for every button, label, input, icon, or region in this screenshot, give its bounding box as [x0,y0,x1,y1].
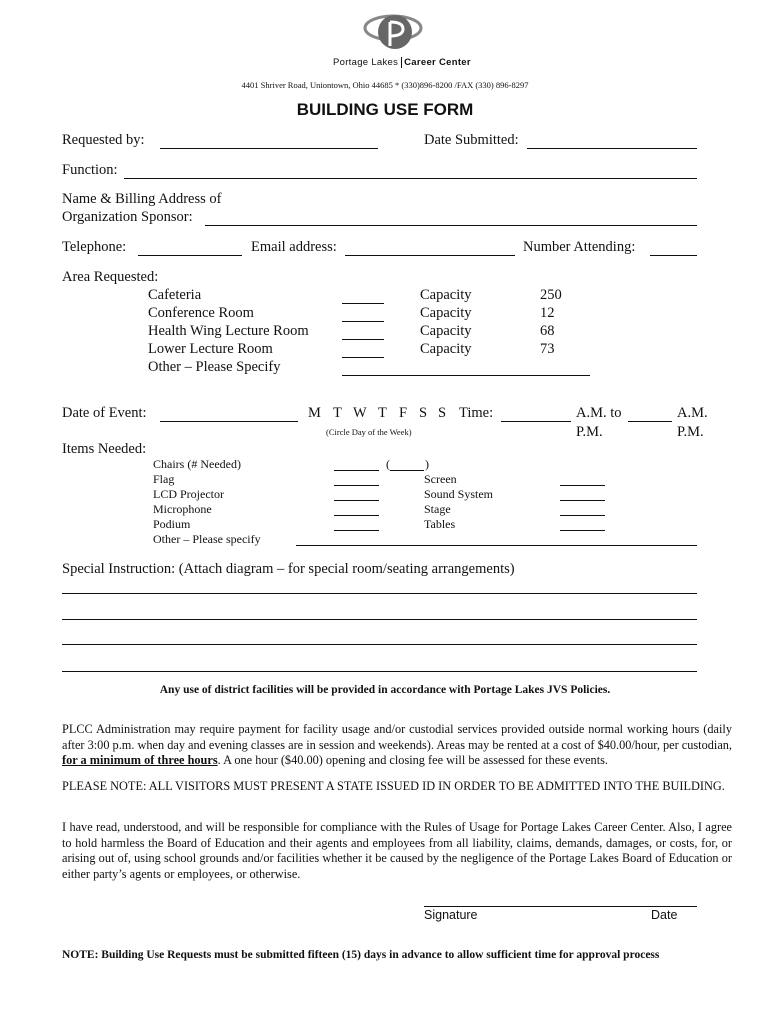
telephone-label: Telephone: [62,239,127,255]
agreement-paragraph: I have read, understood, and will be responsible for compliance with the Rules of Usage for Portage Lakes Career Center. Also, I agree to hold harmless the Board of Education and their agents and employees from all liability, claims, demands, damages, or costs, for, or arising out of, using school grounds and/or facilities whether it be caused by the negligence of the Portage Lakes Board of Education or either party’s agents or employees, or otherwise. [62,820,732,881]
paren-open: ( [386,457,390,471]
item-lcd-field[interactable] [334,486,379,501]
item-sound-field[interactable] [560,486,605,501]
pm-label-start[interactable]: P.M. [576,424,603,440]
signature-label: Signature [424,908,478,922]
sponsor-label-line1: Name & Billing Address of [62,191,222,207]
room-name: Cafeteria [148,287,202,303]
number-attending-field[interactable] [650,239,697,256]
capacity-label: Capacity [420,323,472,339]
item-podium-label: Podium [153,517,191,531]
date-submitted-field[interactable] [527,132,697,149]
area-requested-label: Area Requested: [62,269,159,285]
items-needed-label: Items Needed: [62,441,147,457]
item-screen-field[interactable] [560,471,605,486]
telephone-field[interactable] [138,239,242,256]
item-flag-field[interactable] [334,471,379,486]
room-name: Conference Room [148,305,254,321]
org-logo-text [333,57,471,68]
circle-day-note: (Circle Day of the Week) [326,427,412,437]
logo [355,8,425,58]
sponsor-field[interactable] [205,209,697,226]
item-microphone-field[interactable] [334,501,379,516]
time-label: Time: [459,405,494,421]
item-flag-label: Flag [153,472,175,486]
capacity-value: 250 [540,287,562,303]
time-start-field[interactable] [501,405,571,422]
item-chairs-count-field[interactable] [390,456,424,471]
payment-emphasis: for a minimum of three hours [62,753,218,767]
day-T2[interactable]: T [378,405,387,421]
address: 4401 Shriver Road, Uniontown, Ohio 44685 * (330)896-8200 /FAX (330) 896-8297 [241,80,529,90]
email-label: Email address: [251,239,337,255]
room-field-cafeteria[interactable] [342,287,384,304]
visitors-note: PLEASE NOTE: ALL VISITORS MUST PRESENT A STATE ISSUED ID IN ORDER TO BE ADMITTED INTO THE BUILDING. [62,779,725,793]
special-instruction-line-3[interactable] [62,628,697,645]
capacity-label: Capacity [420,305,472,321]
pm-label-end[interactable]: P.M. [677,424,704,440]
paren-close: ) [425,457,429,471]
payment-paragraph [62,722,732,769]
item-tables-label: Tables [424,517,456,531]
day-M[interactable]: M [308,405,321,421]
special-instruction-line-2[interactable] [62,603,697,620]
day-T[interactable]: T [333,405,342,421]
room-name: Lower Lecture Room [148,341,273,357]
item-other-label: Other – Please specify [153,532,261,546]
special-instruction-line-1[interactable] [62,577,697,594]
special-instruction-line-4[interactable] [62,655,697,672]
room-other-label: Other – Please Specify [148,359,281,375]
room-other-field[interactable] [342,359,590,376]
day-S2[interactable]: S [438,405,447,421]
capacity-value: 12 [540,305,555,321]
day-F[interactable]: F [399,405,408,421]
requested-by-label: Requested by: [62,132,145,148]
am-label[interactable]: A.M. [677,405,708,421]
room-field-health-wing[interactable] [342,323,384,340]
capacity-value: 73 [540,341,555,357]
item-chairs-field[interactable] [334,456,379,471]
item-chairs-label: Chairs (# Needed) [153,457,241,471]
item-lcd-label: LCD Projector [153,487,224,501]
item-sound-label: Sound System [424,487,494,501]
function-label: Function: [62,162,118,178]
date-submitted-label: Date Submitted: [424,132,519,148]
number-attending-label: Number Attending: [523,239,636,255]
capacity-label: Capacity [420,287,472,303]
item-stage-label: Stage [424,502,451,516]
date-of-event-label: Date of Event: [62,405,147,421]
room-field-conference[interactable] [342,305,384,322]
day-W[interactable]: W [353,405,367,421]
am-to-label[interactable]: A.M. to [576,405,622,421]
footer-note: NOTE: Building Use Requests must be submitted fifteen (15) days in advance to allow sufficient time for approval process [62,949,660,961]
signature-field[interactable] [424,890,697,907]
policy-notice: Any use of district facilities will be provided in accordance with Portage Lakes JVS Policies. [159,684,611,696]
item-tables-field[interactable] [560,516,605,531]
time-end-field[interactable] [628,405,672,422]
item-microphone-label: Microphone [153,502,212,516]
org-name-bold: Career Center [401,57,471,68]
room-name: Health Wing Lecture Room [148,323,309,339]
room-field-lower-lecture[interactable] [342,341,384,358]
payment-text-1: PLCC Administration may require payment for facility usage and/or custodial services provided outside normal working hours (daily after 3:00 p.m. when day and evening classes are in session and weekends). Areas may be rented at a cost of $40.00/hour, per custodian, [62,722,732,752]
date-label: Date [651,908,678,922]
form-title: BUILDING USE FORM [296,100,474,119]
day-S[interactable]: S [419,405,428,421]
sponsor-label-line2: Organization Sponsor: [62,209,193,225]
capacity-label: Capacity [420,341,472,357]
item-stage-field[interactable] [560,501,605,516]
org-name: Portage Lakes [333,57,399,68]
capacity-value: 68 [540,323,555,339]
date-of-event-field[interactable] [160,405,298,422]
item-other-field[interactable] [296,531,697,546]
item-podium-field[interactable] [334,516,379,531]
item-screen-label: Screen [424,472,457,486]
special-instruction-label: Special Instruction: (Attach diagram – for special room/seating arrangements) [62,561,515,577]
email-field[interactable] [345,239,515,256]
requested-by-field[interactable] [160,132,378,149]
function-field[interactable] [124,162,697,179]
payment-text-2: . A one hour ($40.00) opening and closing fee will be assessed for these events. [217,753,608,767]
